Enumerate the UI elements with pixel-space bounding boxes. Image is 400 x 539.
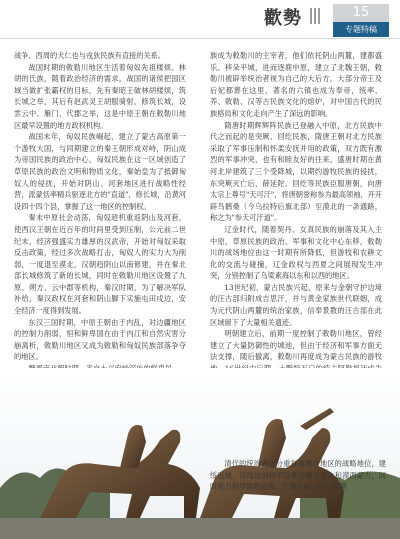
- article-paragraph: 秦末中原社会动荡，匈奴趁机重返阴山及河套，使西汉王朝在近百年的时间里受到压制，公元前二世纪末，经济强盛实力雄厚的汉武帝，开始对匈奴采取反击政策，经过多次战略打击，匈奴人的实力大为削弱，一度退至漠北，汉朝趋阴山以南修建，并在秦北部长城修筑了新的长城，同时在敕勒川地区设置了九原、朔方、云中郡等机构，秦汉时期，为了解决军队补给，秦汉政权在河套和阴山脚下实施屯田戍边，安全经济一度得到发展。: [14, 213, 186, 316]
- article-paragraph: 战国时期的敕勒川地区生活着匈奴先祖楼烦、林胡的氏族，随着政治经济的需求，战国的诸侯把国区域当做扩张霸权的目标，先有秦昭王破林胡楼烦，筑长城之举，其后有赵武灵王胡服骑射，修筑长城，设雲云中、雁门、代郡之举，这是中原王朝在敕勒川地区最早设置的地方政权机构。: [14, 62, 186, 130]
- article-paragraph: 清代的统治者十分重视敕勒川地区的战略地位，建绥远城，设绥远城将军以掌控漠北蒙古和漠西蒙古，同时秩力倡导佛教信仰，广建寺庙，这一时期: [210, 459, 386, 492]
- article-paragraph: 战国末年，匈奴民族崛起，建立了蒙古高原第一个游牧大国，与同期建立的秦王朝形成对峙，阴山成为帝国民族的政治中心，匈奴民族在这一区域创造了草原民族的政治文明和物质文化，秦始皇为了抵御匈奴人的侵扰，开始对阴山、河套地区进行战略性经营，派蒙恬率精兵驱逐北方的"直道"，修长城，沿黄河设四十四个县，掌握了这一地区的控制权。: [14, 132, 186, 211]
- article-paragraph: 辽金时代，随着契丹、女真民族的崩落及其入主中原，草原民族的政治、军事和文化中心东移，敕勒川的战场地位由这一时期有所降低，但游牧和农耕文化的交流与碰撞，辽金政权与西夏之间展现发生冲突，分别控制了乌梁素海以东和以西的地区。: [210, 224, 382, 281]
- page-number: 15: [333, 4, 389, 22]
- logo-decoration-icon: [310, 8, 324, 26]
- header-divider: [0, 38, 400, 39]
- article-paragraph: 隋唐时期辉辉阵民族已登融入中原，北方民族中代之而起的是突厥、回纥民族，隋唐王朝对北方民族采取了军事压制和怀柔安抚并用的政策，双方既有激烈的军事冲突，也有和睦友好的往来，盛唐时期在黄河北岸建筑了三个受降城，以期约游牧民族的侵扰，东突厥灭亡后，薛延陀、回纥等民族臣服唐朝，向唐太宗上尊号"天可汗"，将唐朝誉称参为最高领袖，开开辟鸟鹘桑（今乌拉特后旗北部）至漠北的一条通路，称之为"参天可汗道"。: [210, 120, 382, 223]
- article-paragraph: 东汉三国时期，中原王朝由于内乱，对边疆地区的控制力削弱，恒和鲜卑国在由于内江和自然灾害分崩离析，敕勒川地区又成为敕勒和匈奴民族部落争夺的地区。: [14, 317, 186, 362]
- magazine-logo: 歡勢: [264, 8, 302, 29]
- article-column-right-continued: [210, 458, 386, 493]
- article-column-left: [14, 50, 186, 375]
- article-paragraph: 族成为敕勒川的主宰者，他们依托阴山两麓，建都盛乐、移朵平城，进而逐鹿中原，建立了北魏王朝，敕勒川被辟举统治者视为自己的大后方，大部分帝王及后妃都葬在这里，著名的六镇也成为奉帝，统率、养、敕勒、汉等古民族文化的熔炉，对中国古代的民族格局和文化走向产生了深远的影响。: [210, 51, 382, 118]
- horse-sculpture-photo: [0, 368, 400, 539]
- page-header: [0, 0, 400, 38]
- article-paragraph: 明朝建立后，前期一度控制了敕勒川地区，曾经建立了大量防御性的城池，但由于经济和军事方面无法支撑，随后撤离，敕勒川再度成为蒙古民族的游牧: [210, 329, 382, 362]
- section-label: 专题特稿: [333, 22, 389, 37]
- article-paragraph: 战争、西周的犬仁也与戎狄民族有直接的关系。: [14, 51, 165, 60]
- article-paragraph: 13世纪初，蒙古民族兴起，原来与金朝守护边境的汪古部归附成吉思汗，并与黄金家族世代联姻，成为元代阴山两麓的统治家族，信奉景教的汪古部在此区域留下了大量相关遗迹。: [210, 282, 382, 327]
- sculpture-illustration: [0, 368, 400, 539]
